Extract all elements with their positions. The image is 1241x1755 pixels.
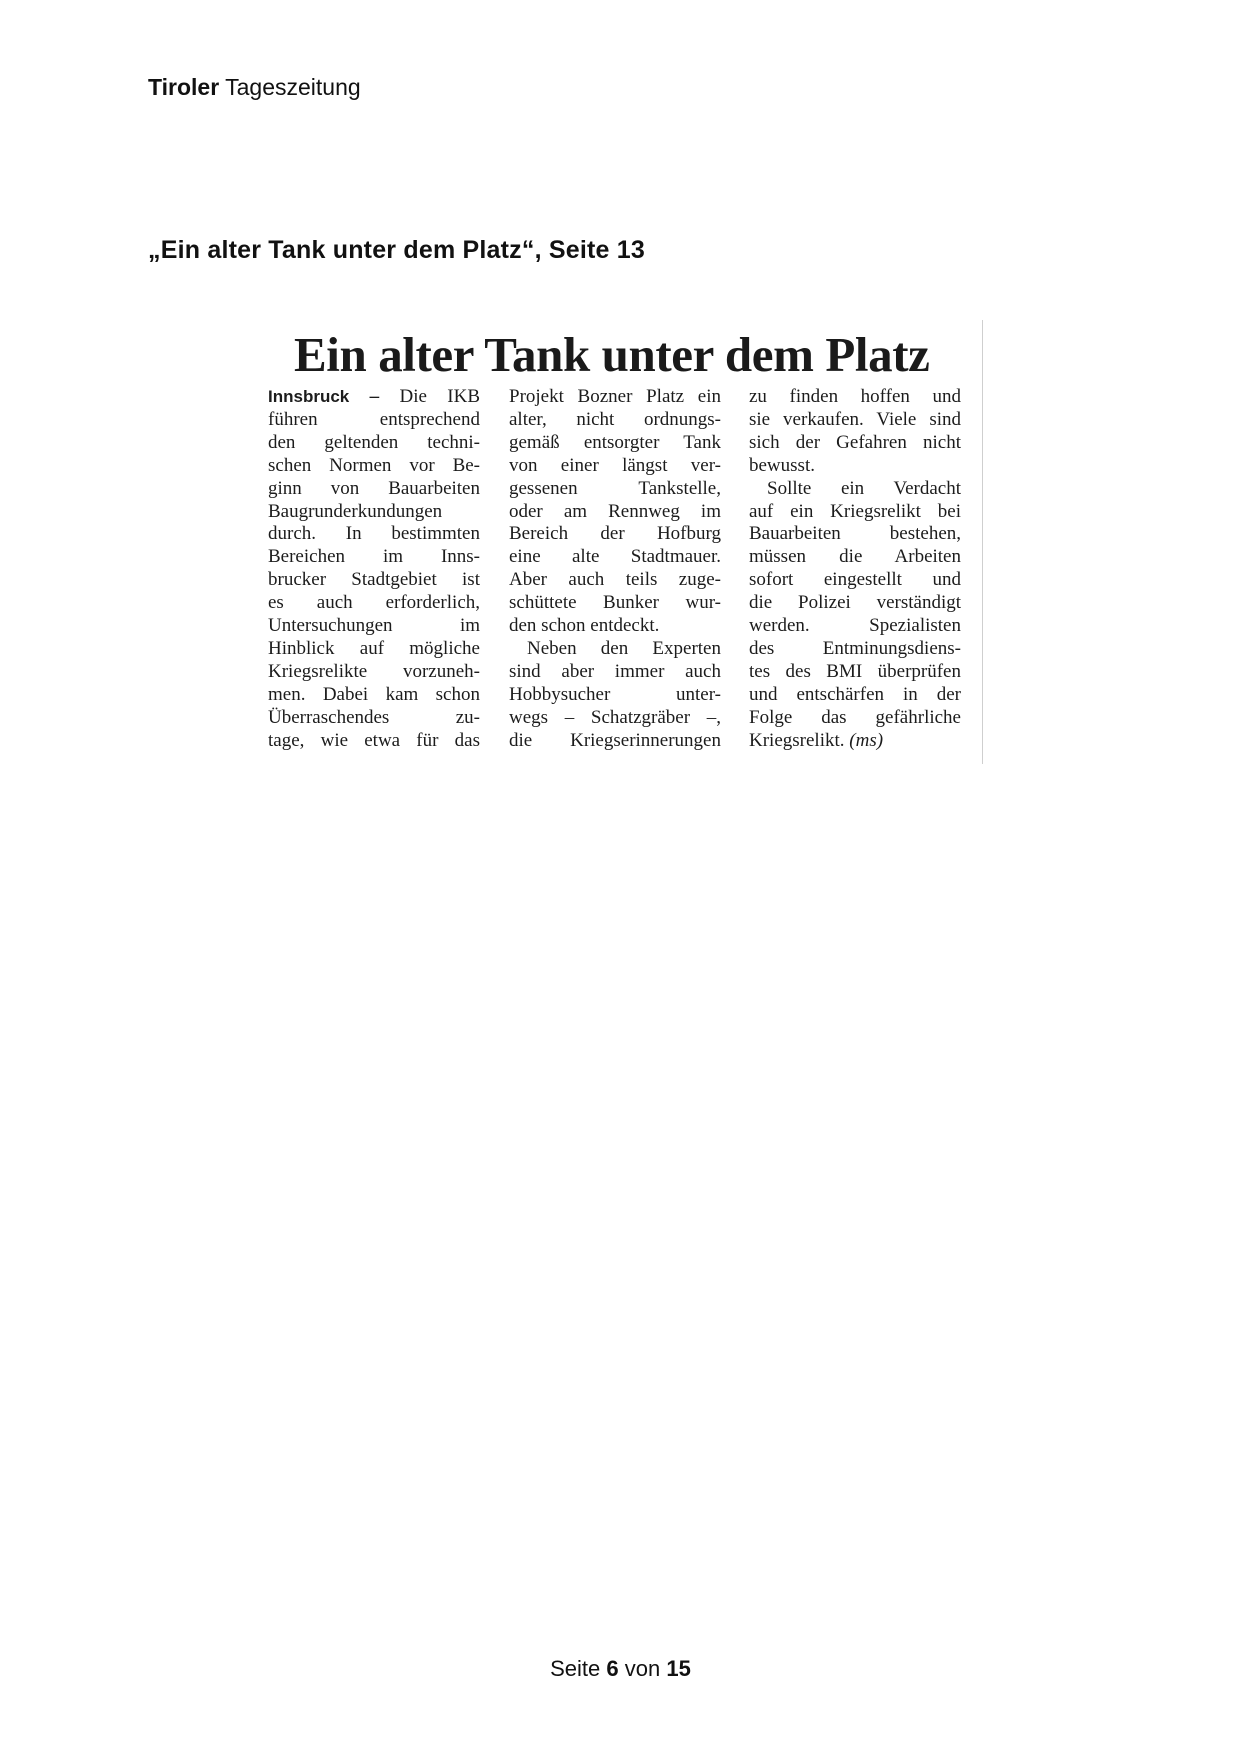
text-line: Projekt Bozner Platz ein bbox=[509, 386, 721, 407]
text-line: und entschärfen in der bbox=[749, 683, 961, 705]
text-line: men. Dabei kam schon bbox=[268, 683, 480, 705]
text-line: von einer längst ver- bbox=[509, 454, 721, 476]
text-line: Baugrunderkundungen bbox=[268, 500, 443, 522]
text-line: Bereichen im Inns- bbox=[268, 546, 480, 568]
dateline-separator: – bbox=[349, 386, 400, 407]
text-line: oder am Rennweg im bbox=[509, 500, 721, 522]
text-line: Aber auch teils zuge- bbox=[509, 569, 721, 591]
brand-regular: Tageszeitung bbox=[225, 74, 361, 100]
author-signature: (ms) bbox=[849, 729, 884, 751]
text-line: gemäß entsorgter Tank bbox=[509, 431, 721, 453]
text-line: schüttete Bunker wur- bbox=[509, 592, 721, 614]
text-line: sind aber immer auch bbox=[509, 660, 721, 682]
text-line: gessenen Tankstelle, bbox=[509, 477, 721, 499]
text-line: den geltenden techni- bbox=[268, 431, 480, 453]
text-line: durch. In bestimmten bbox=[268, 523, 480, 545]
text-line: führen entsprechend bbox=[268, 408, 480, 430]
text-line: sofort eingestellt und bbox=[749, 569, 961, 591]
newspaper-brand bbox=[148, 74, 361, 101]
text-line: müssen die Arbeiten bbox=[749, 546, 961, 568]
text-line: Kriegsrelikt. (ms) bbox=[749, 729, 884, 751]
text-line: brucker Stadtgebiet ist bbox=[268, 569, 480, 591]
text-line: tage, wie etwa für das bbox=[268, 729, 480, 751]
text-line: Kriegsrelikte vorzuneh- bbox=[268, 660, 480, 682]
article-dateline: Innsbruck bbox=[268, 387, 350, 406]
text-line: werden. Spezialisten bbox=[749, 615, 961, 637]
text-line: bewusst. bbox=[749, 454, 815, 476]
text-line: alter, nicht ordnungs- bbox=[509, 408, 721, 430]
text-line: den schon entdeckt. bbox=[509, 615, 660, 637]
page-number: Seite 6 von 15 bbox=[550, 1656, 691, 1681]
article-column-3 bbox=[749, 386, 961, 753]
article-column-2 bbox=[509, 386, 721, 753]
text-line: die Kriegserinnerungen bbox=[509, 729, 721, 751]
clip-reference: „Ein alter Tank unter dem Platz“, Seite 13 bbox=[148, 236, 645, 264]
text-line: Bauarbeiten bestehen, bbox=[749, 523, 961, 545]
text-line: sich der Gefahren nicht bbox=[749, 431, 961, 453]
text-line: des Entminungsdiens- bbox=[749, 637, 961, 659]
text-line: zu finden hoffen und bbox=[749, 386, 961, 407]
text-line: wegs – Schatzgräber –, bbox=[509, 706, 721, 728]
brand-bold: Tiroler bbox=[148, 74, 220, 100]
text-line: schen Normen vor Be- bbox=[268, 454, 480, 476]
article-headline: Ein alter Tank unter dem Platz bbox=[294, 327, 930, 382]
text-line: auf ein Kriegsrelikt bei bbox=[749, 500, 961, 522]
text-line: Folge das gefährliche bbox=[749, 706, 961, 728]
text-line: sie verkaufen. Viele sind bbox=[749, 408, 961, 430]
text-line: Bereich der Hofburg bbox=[509, 523, 721, 545]
text-line: Neben den Experten bbox=[527, 637, 721, 659]
text-line: eine alte Stadtmauer. bbox=[509, 546, 721, 568]
text-line: Überraschendes zu- bbox=[268, 706, 480, 728]
text-line: Hinblick auf mögliche bbox=[268, 637, 480, 659]
article-column-1 bbox=[268, 386, 480, 753]
text-line: es auch erforderlich, bbox=[268, 592, 480, 614]
text-line: die Polizei verständigt bbox=[749, 592, 961, 614]
text-line: Innsbruck – Die IKB bbox=[268, 386, 481, 407]
text-line: ginn von Bauarbeiten bbox=[268, 477, 480, 499]
newspaper-clipping bbox=[262, 320, 983, 764]
text-line: Sollte ein Verdacht bbox=[767, 477, 961, 499]
text-line: Untersuchungen im bbox=[268, 615, 480, 637]
text-line: Hobbysucher unter- bbox=[509, 683, 721, 705]
text-line: tes des BMI überprüfen bbox=[749, 660, 961, 682]
